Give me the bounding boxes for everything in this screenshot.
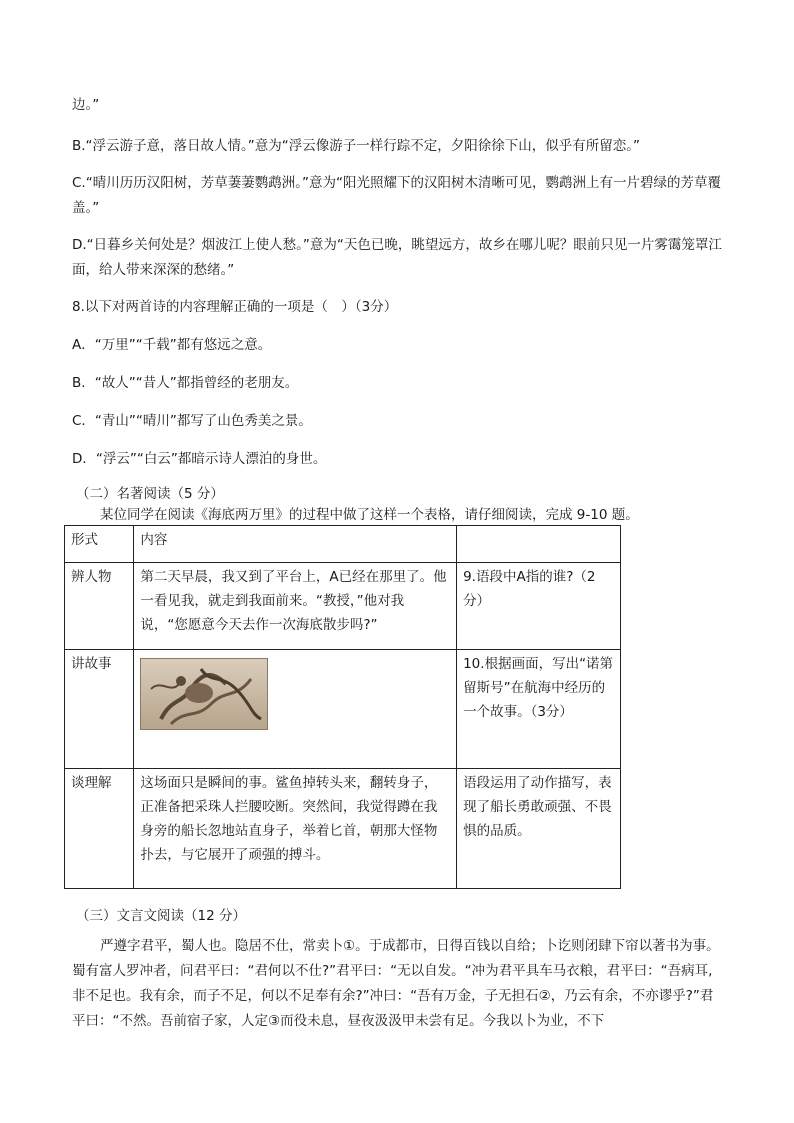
table-row — [65, 526, 621, 563]
row-task: 9.语段中A指的谁?（2分） — [457, 563, 621, 650]
table-header-blank — [457, 526, 621, 563]
row-form-label: 讲故事 — [65, 650, 134, 769]
table-row — [65, 650, 621, 769]
q8-option-c: C．“青山”“晴川”都写了山色秀美之景。 — [72, 413, 312, 429]
octopus-illustration — [140, 658, 268, 730]
row-form-label: 谈理解 — [65, 769, 134, 889]
section2-title: （二）名著阅读（5 分） — [76, 486, 224, 502]
row-task: 语段运用了动作描写，表现了船长勇敢顽强、不畏惧的品质。 — [457, 769, 621, 889]
table-header-content: 内容 — [134, 526, 457, 563]
option-b-text: B.“浮云游子意，落日故人情。”意为“浮云像游子一样行踪不定，夕阳徐徐下山，似乎有所留恋。” — [72, 138, 641, 154]
table-row — [65, 563, 621, 650]
passage-line-end: 边。” — [72, 97, 100, 113]
q8-option-d: D．“浮云”“白云”都暗示诗人漂泊的身世。 — [72, 451, 327, 467]
reading-table — [64, 525, 621, 889]
table-header-form: 形式 — [65, 526, 134, 563]
section3-title: （三）文言文阅读（12 分） — [76, 908, 246, 924]
option-c-text: C.“晴川历历汉阳树，芳草萋萋鹦鹉洲。”意为“阳光照耀下的汉阳树木清晰可见，鹦鹉洲上有一片碧绿的芳草覆盖。” — [72, 175, 721, 216]
section2-intro: 某位同学在阅读《海底两万里》的过程中做了这样一个表格，请仔细阅读，完成 9-10 题。 — [100, 507, 639, 523]
table-row — [65, 769, 621, 889]
row-content: 第二天早晨，我又到了平台上，A已经在那里了。他一看见我，就走到我面前来。“教授，”他对我说，“您愿意今天去作一次海底散步吗?” — [134, 563, 457, 650]
row-illustration-cell — [134, 650, 457, 769]
q8-option-a: A．“万里”“千载”都有悠远之意。 — [72, 337, 272, 353]
q8-stem: 8.以下对两首诗的内容理解正确的一项是（ ）（3分） — [72, 299, 398, 315]
row-content: 这场面只是瞬间的事。鲨鱼掉转头来，翻转身子，正准备把采珠人拦腰咬断。突然间，我觉得蹲在我身旁的船长忽地站直身子，举着匕首，朝那大怪物扑去，与它展开了顽强的搏斗。 — [134, 769, 457, 889]
classical-text: 严遵字君平，蜀人也。隐居不仕，常卖卜①。于成都市，日得百钱以自给；卜讫则闭肆下帘以著书为事。蜀有富人罗冲者，问君平曰：“君何以不仕?”君平曰：“无以自发。“冲为君平具车马衣粮，君平曰：“吾病耳,非不足也。我有余，而子不足，何以不足奉有余?”冲曰：“吾有万金，子无担石②，乃云有余，不亦谬乎?”君平曰：“不然。吾前宿子家，人定③而役未息，昼夜汲汲甲未尝有足。今我以卜为业，不下 — [72, 938, 720, 1029]
row-task: 10.根据画面，写出“诺第留斯号”在航海中经历的一个故事。（3分） — [457, 650, 621, 769]
row-form-label: 辨人物 — [65, 563, 134, 650]
q8-option-b: B．“故人”“昔人”都指曾经的老朋友。 — [72, 375, 299, 391]
option-d-text: D.“日暮乡关何处是？烟波江上使人愁。”意为“天色已晚，眺望远方，故乡在哪儿呢？眼前只见一片雾霭笼罩江面，给人带来深深的愁绪。” — [72, 237, 722, 278]
